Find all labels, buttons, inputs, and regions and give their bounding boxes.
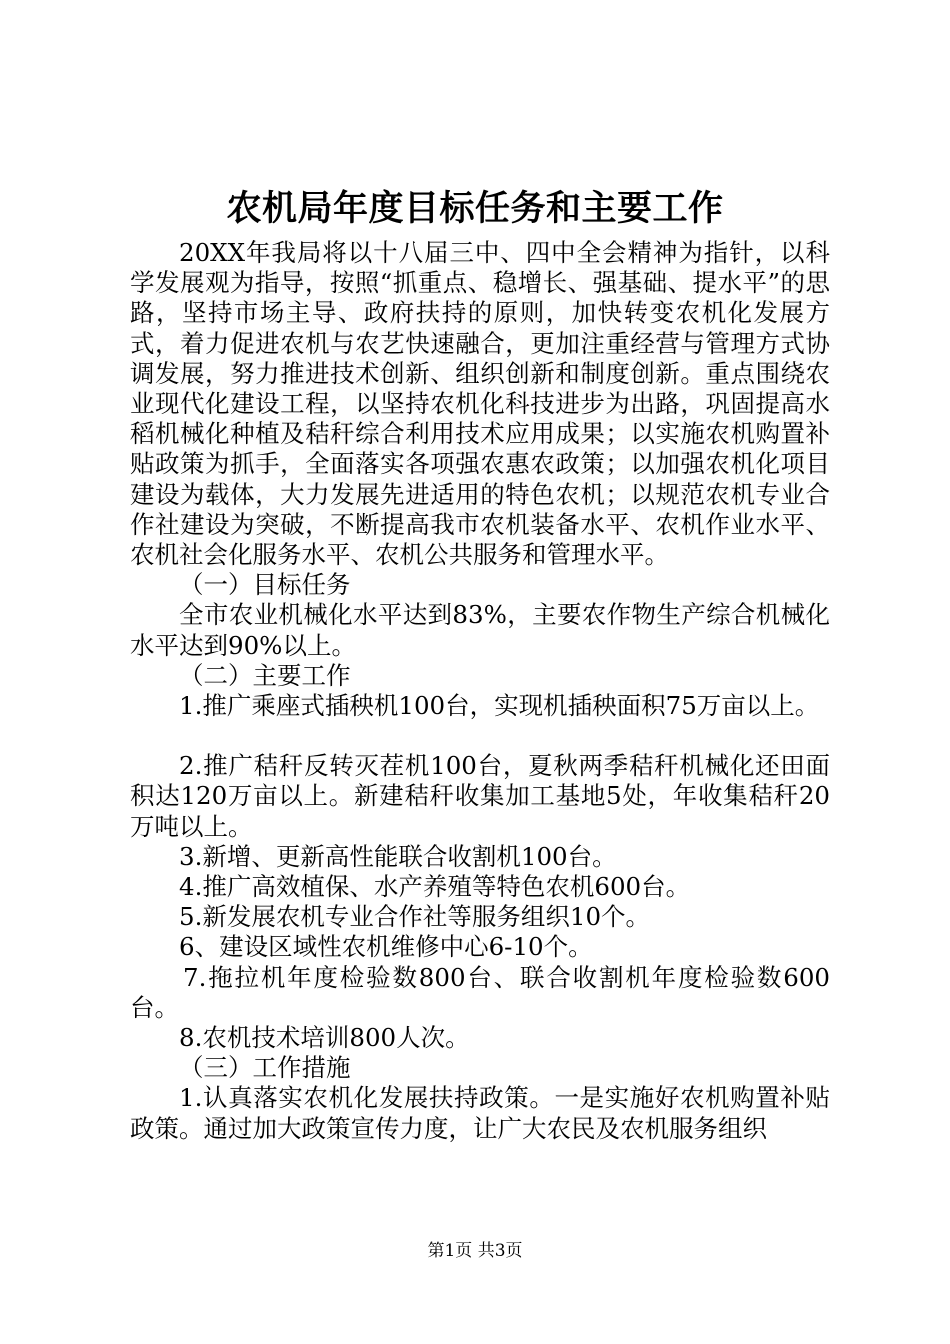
document-title: 农机局年度目标任务和主要工作 xyxy=(226,188,724,229)
targets-paragraph: 全市农业机械化水平达到83%，主要农作物生产综合机械化水平达到90%以上。 xyxy=(130,600,830,660)
blank-line xyxy=(130,721,830,751)
measures-paragraph: 1.认真落实农机化发展扶持政策。一是实施好农机购置补贴政策。通过加大政策宣传力度，让广大农民及农机服务组织 xyxy=(130,1083,830,1143)
work-item: 2.推广秸秆反转灭茬机100台，夏秋两季秸秆机械化还田面积达120万亩以上。新建秸秆收集加工基地5处，年收集秸秆20万吨以上。 xyxy=(130,751,830,841)
document-body xyxy=(130,238,830,1144)
section-heading-main-work: （二）主要工作 xyxy=(179,660,351,690)
work-item: 1.推广乘座式插秧机100台，实现机插秧面积75万亩以上。 xyxy=(179,691,820,721)
work-item: 4.推广高效植保、水产养殖等特色农机600台。 xyxy=(179,872,691,902)
work-item: 6、建设区域性农机维修中心6-10个。 xyxy=(179,932,593,962)
work-item: 3.新增、更新高性能联合收割机100台。 xyxy=(179,841,617,871)
work-item: 5.新发展农机专业合作社等服务组织10个。 xyxy=(179,902,651,932)
intro-paragraph: 20XX年我局将以十八届三中、四中全会精神为指针，以科学发展观为指导，按照“抓重点、稳增长、强基础、提水平”的思路，坚持市场主导、政府扶持的原则，加快转变农机化发展方式，着力促进农机与农艺快速融合，更加注重经营与管理方式协调发展，努力推进技术创新、组织创新和制度创新。重点围绕农业现代化建设工程，以坚持农机化科技进步为出路，巩固提高水稻机械化种植及秸秆综合利用技术应用成果；以实施农机购置补贴政策为抓手，全面落实各项强农惠农政策；以加强农机化项目建设为载体，大力发展先进适用的特色农机；以规范农机专业合作社建设为突破，不断提高我市农机装备水平、农机作业水平、农机社会化服务水平、农机公共服务和管理水平。 xyxy=(130,238,830,570)
page-footer: 第1页 共3页 xyxy=(427,1241,523,1261)
work-item: 8.农机技术培训800人次。 xyxy=(179,1023,470,1053)
work-item: 7.拖拉机年度检验数800台、联合收割机年度检验数600台。 xyxy=(130,962,830,1022)
section-heading-targets: （一）目标任务 xyxy=(179,570,351,600)
section-heading-measures: （三）工作措施 xyxy=(179,1053,351,1083)
